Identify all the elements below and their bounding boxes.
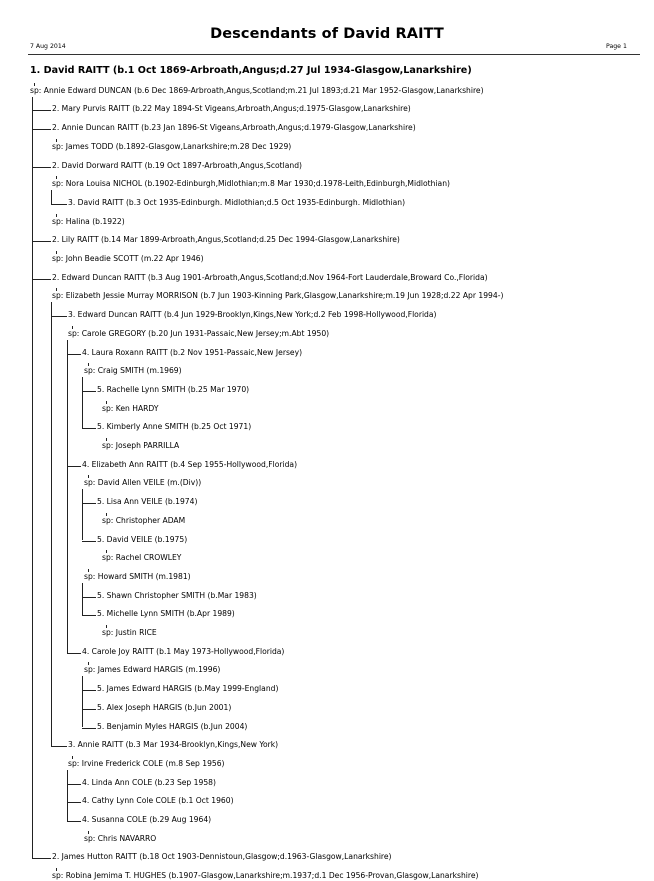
person-details: Shawn Christopher SMITH (b.Mar 1983) [106, 590, 257, 600]
tree-trunk [82, 489, 83, 540]
generation-number: 5. [97, 721, 107, 731]
spouse-details: sp: Elizabeth Jessie Murray MORRISON (b.7 Jun 1903-Kinning Park,Glasgow,Lanarkshire;m.19 Jun 1928;d.22 Apr 1994-) [52, 291, 504, 301]
spouse-entry [52, 217, 125, 227]
spouse-entry [102, 404, 159, 414]
spouse-details: sp: James Edward HARGIS (m.1996) [84, 665, 221, 675]
generation-number: 5. [97, 609, 107, 619]
person-entry [82, 460, 297, 470]
person-entry [97, 591, 257, 601]
tree-connector [67, 653, 81, 654]
spouse-link-tick [34, 83, 35, 86]
spouse-link-tick [106, 625, 107, 628]
person-entry [52, 273, 488, 283]
header-divider [28, 54, 640, 55]
tree-connector [67, 354, 81, 355]
tree-connector [32, 858, 51, 859]
person-details: David RAITT (b.3 Oct 1935-Edinburgh. Midlothian;d.5 Oct 1935-Edinburgh. Midlothian) [77, 197, 406, 207]
spouse-link-tick [88, 831, 89, 834]
spouse-details: sp: James TODD (b.1892-Glasgow,Lanarkshire;m.28 Dec 1929) [52, 141, 292, 151]
tree-connector [51, 204, 67, 205]
spouse-details: sp: John Beadie SCOTT (m.22 Apr 1946) [52, 254, 204, 263]
tree-connector [82, 709, 96, 710]
spouse-details: sp: Rachel CROWLEY [102, 553, 182, 563]
spouse-link-tick [106, 513, 107, 516]
spouse-entry [102, 441, 179, 451]
person-entry [52, 852, 392, 862]
spouse-details: sp: Irvine Frederick COLE (m.8 Sep 1956) [68, 758, 225, 768]
tree-connector [32, 167, 51, 168]
generation-number: 2. [52, 104, 62, 114]
spouse-link-tick [56, 176, 57, 179]
spouse-link-tick [72, 326, 73, 329]
tree-connector [67, 802, 81, 803]
person-details: Annie RAITT (b.3 Mar 1934-Brooklyn,Kings,New York) [77, 740, 279, 750]
person-details: David Dorward RAITT (b.19 Oct 1897-Arbroath,Angus,Scotland) [61, 160, 302, 170]
tree-trunk [82, 583, 83, 615]
person-entry [82, 647, 284, 657]
person-details: Carole Joy RAITT (b.1 May 1973-Hollywood,Florida) [91, 646, 285, 656]
generation-number: 4. [82, 646, 92, 656]
spouse-link-tick [56, 214, 57, 217]
person-details: Laura Roxann RAITT (b.2 Nov 1951-Passaic,New Jersey) [91, 347, 303, 357]
spouse-entry [102, 516, 185, 526]
person-details: Mary Purvis RAITT (b.22 May 1894-St Vigeans,Arbroath,Angus;d.1975-Glasgow,Lanarkshire) [61, 104, 411, 114]
person-details: Elizabeth Ann RAITT (b.4 Sep 1955-Hollywood,Florida) [91, 459, 298, 469]
spouse-entry [52, 254, 204, 264]
person-entry [30, 65, 472, 77]
generation-number: 4. [82, 347, 92, 357]
generation-number: 2. [52, 160, 62, 170]
person-details: Linda Ann COLE (b.23 Sep 1958) [91, 777, 216, 787]
tree-trunk [51, 190, 52, 204]
person-entry [68, 198, 405, 208]
tree-connector [32, 279, 51, 280]
tree-connector [82, 615, 96, 616]
generation-number: 4. [82, 777, 92, 787]
person-details: James Edward HARGIS (b.May 1999-England) [106, 684, 279, 694]
person-entry [82, 348, 302, 358]
tree-connector [32, 129, 51, 130]
spouse-details: sp: Christopher ADAM [102, 515, 186, 525]
spouse-entry [84, 572, 191, 582]
spouse-link-tick [56, 868, 57, 871]
tree-connector [51, 746, 67, 747]
tree-connector [51, 316, 67, 317]
spouse-link-tick [56, 251, 57, 254]
tree-trunk [82, 377, 83, 428]
spouse-link-tick [106, 550, 107, 553]
person-entry [68, 740, 278, 750]
tree-connector [82, 541, 96, 542]
spouse-details: sp: Robina Jemima T. HUGHES (b.1907-Glasgow,Lanarkshire;m.1937;d.1 Dec 1956-Provan,Glasgow,Lanarkshire) [52, 871, 479, 881]
generation-number: 3. [68, 310, 78, 320]
person-details: Alex Joseph HARGIS (b.Jun 2001) [106, 702, 232, 712]
tree-trunk [82, 676, 83, 727]
tree-connector [82, 690, 96, 691]
spouse-entry [30, 86, 484, 96]
tree-connector [67, 466, 81, 467]
person-entry [97, 703, 231, 713]
generation-number: 5. [97, 422, 107, 432]
tree-connector [82, 597, 96, 598]
spouse-details: sp: Justin RICE [102, 628, 157, 637]
spouse-details: sp: Ken HARDY [102, 403, 159, 413]
spouse-link-tick [88, 662, 89, 665]
person-details: Kimberly Anne SMITH (b.25 Oct 1971) [106, 422, 252, 432]
person-details: David RAITT (b.1 Oct 1869-Arbroath,Angus;d.27 Jul 1934-Glasgow,Lanarkshire) [43, 65, 472, 76]
generation-number: 5. [97, 534, 107, 544]
page-number: Page 1 [606, 43, 627, 50]
generation-number: 5. [97, 384, 107, 394]
spouse-entry [52, 871, 478, 881]
person-details: Lily RAITT (b.14 Mar 1899-Arbroath,Angus,Scotland;d.25 Dec 1994-Glasgow,Lanarkshire) [61, 235, 400, 245]
person-entry [97, 684, 278, 694]
person-entry [52, 104, 411, 114]
person-details: Cathy Lynn Cole COLE (b.1 Oct 1960) [91, 796, 234, 806]
person-entry [82, 778, 216, 788]
spouse-entry [68, 329, 329, 339]
spouse-entry [52, 291, 503, 301]
generation-number: 4. [82, 459, 92, 469]
spouse-entry [52, 179, 450, 189]
person-entry [97, 422, 251, 432]
person-entry [68, 310, 437, 320]
spouse-entry [84, 366, 182, 376]
person-entry [97, 609, 235, 619]
spouse-entry [102, 553, 181, 563]
person-details: Susanna COLE (b.29 Aug 1964) [91, 815, 212, 824]
tree-trunk [51, 302, 52, 746]
generation-number: 3. [68, 197, 78, 207]
person-entry [52, 123, 416, 133]
spouse-link-tick [56, 288, 57, 291]
report-date: 7 Aug 2014 [30, 43, 66, 50]
spouse-link-tick [106, 401, 107, 404]
spouse-link-tick [106, 438, 107, 441]
report-title: Descendants of David RAITT [210, 26, 444, 42]
generation-number: 4. [82, 796, 92, 806]
person-details: Michelle Lynn SMITH (b.Apr 1989) [106, 609, 235, 619]
spouse-link-tick [56, 139, 57, 142]
tree-connector [82, 428, 96, 429]
tree-connector [82, 391, 96, 392]
person-details: Edward Duncan RAITT (b.3 Aug 1901-Arbroath,Angus,Scotland;d.Nov 1964-Fort Lauderdale,Broward Co.,Florida) [61, 272, 488, 282]
generation-number: 3. [68, 740, 78, 750]
person-details: David VEILE (b.1975) [106, 534, 188, 544]
generation-number: 5. [97, 497, 107, 507]
spouse-entry [102, 628, 157, 638]
person-entry [52, 235, 400, 245]
spouse-details: sp: Carole GREGORY (b.20 Jun 1931-Passaic,New Jersey;m.Abt 1950) [68, 328, 330, 338]
person-details: Lisa Ann VEILE (b.1974) [106, 497, 198, 507]
person-entry [82, 796, 234, 806]
tree-connector [67, 784, 81, 785]
generation-number: 4. [82, 815, 92, 824]
spouse-entry [84, 834, 156, 844]
person-entry [52, 161, 302, 171]
tree-connector [82, 503, 96, 504]
generation-number: 5. [97, 702, 107, 712]
spouse-link-tick [88, 363, 89, 366]
generation-number: 2. [52, 123, 62, 133]
generation-number: 5. [97, 684, 107, 694]
generation-number: 2. [52, 235, 62, 245]
spouse-details: sp: Howard SMITH (m.1981) [84, 571, 191, 581]
person-details: Rachelle Lynn SMITH (b.25 Mar 1970) [106, 384, 250, 394]
spouse-details: sp: David Allen VEILE (m.(Div)) [84, 478, 202, 488]
person-details: Annie Duncan RAITT (b.23 Jan 1896-St Vigeans,Arbroath,Angus;d.1979-Glasgow,Lanarkshire) [61, 123, 416, 133]
person-details: Edward Duncan RAITT (b.4 Jun 1929-Brooklyn,Kings,New York;d.2 Feb 1998-Hollywood,Florida) [77, 310, 437, 320]
spouse-link-tick [88, 475, 89, 478]
tree-connector [67, 821, 81, 822]
spouse-entry [84, 665, 220, 675]
person-details: James Hutton RAITT (b.18 Oct 1903-Dennistoun,Glasgow;d.1963-Glasgow,Lanarkshire) [61, 852, 392, 862]
spouse-details: sp: Craig SMITH (m.1969) [84, 366, 182, 376]
person-entry [97, 497, 197, 507]
generation-number: 5. [97, 590, 107, 600]
spouse-details: sp: Joseph PARRILLA [102, 441, 180, 450]
generation-number: 2. [52, 272, 62, 282]
spouse-entry [52, 142, 291, 152]
spouse-link-tick [88, 569, 89, 572]
spouse-entry [84, 478, 201, 488]
spouse-link-tick [72, 756, 73, 759]
spouse-details: sp: Nora Louisa NICHOL (b.1902-Edinburgh,Midlothian;m.8 Mar 1930;d.1978-Leith,Edinburgh,Midlothian) [52, 179, 450, 189]
spouse-details: sp: Halina (b.1922) [52, 216, 125, 226]
person-entry [97, 722, 247, 732]
tree-connector [32, 110, 51, 111]
spouse-details: sp: Chris NAVARRO [84, 833, 157, 843]
tree-trunk [67, 770, 68, 821]
person-entry [97, 385, 249, 395]
person-entry [82, 815, 211, 825]
tree-trunk [67, 340, 68, 653]
person-entry [97, 535, 187, 545]
generation-number: 2. [52, 852, 62, 862]
spouse-details: sp: Annie Edward DUNCAN (b.6 Dec 1869-Arbroath,Angus,Scotland;m.21 Jul 1893;d.21 Mar 1952-Glasgow,Lanarkshire) [30, 85, 484, 95]
tree-trunk [32, 97, 33, 859]
tree-connector [82, 728, 96, 729]
generation-number: 1. [30, 65, 44, 76]
person-details: Benjamin Myles HARGIS (b.Jun 2004) [106, 721, 248, 731]
tree-connector [32, 241, 51, 242]
spouse-entry [68, 759, 225, 769]
